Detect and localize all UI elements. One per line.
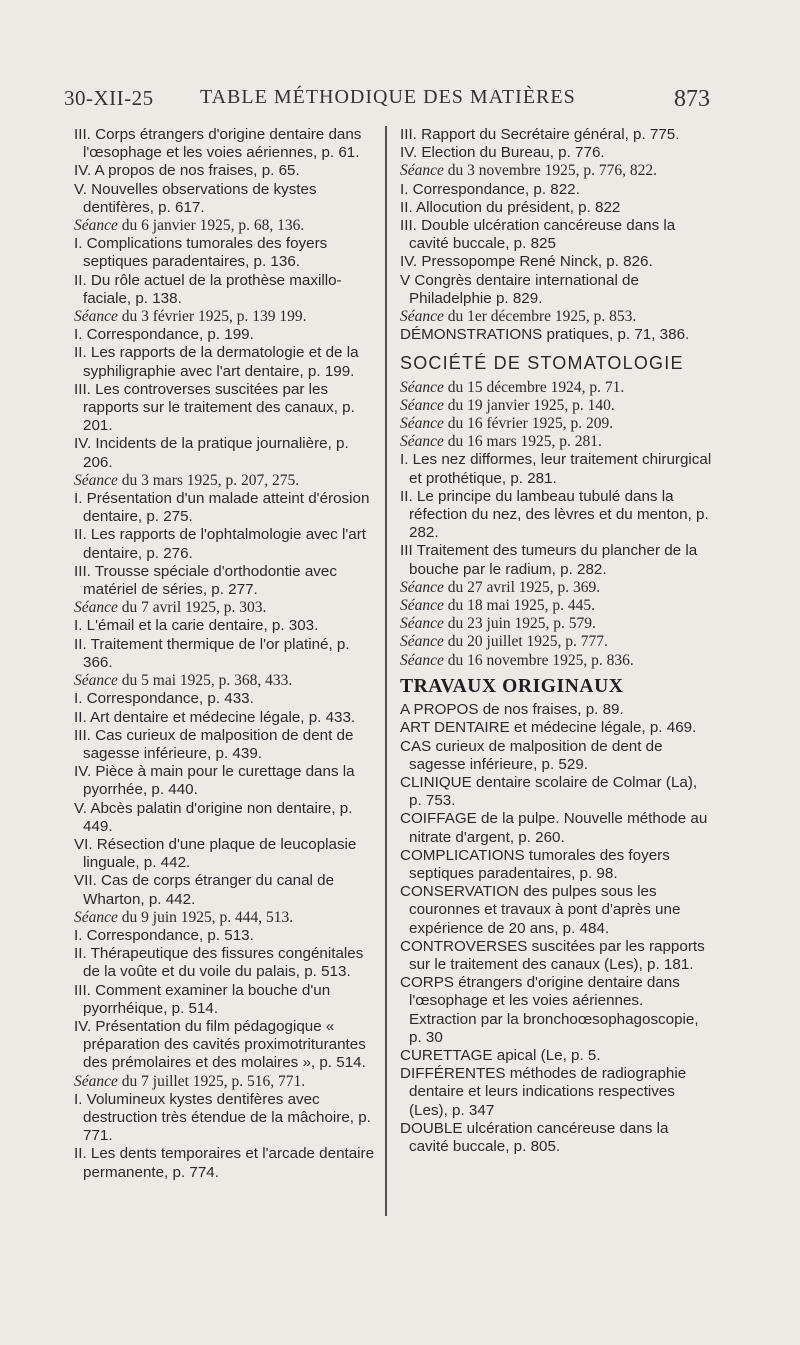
seance-entry (74, 217, 376, 235)
index-entry: V Congrès dentaire international de Philadelphie p. 829. (400, 271, 639, 307)
index-entry: CAS curieux de malposition de dent de sagesse inférieure, p. 529. (400, 737, 663, 773)
seance-label: Séance (400, 615, 444, 633)
index-entry: IV. Pièce à main pour le curettage dans la pyorrhée, p. 440. (74, 763, 355, 799)
page-number: 873 (674, 86, 710, 112)
index-entry: I. Correspondance, p. 199. (74, 326, 254, 344)
index-entry: I. Présentation d'un malade atteint d'érosion dentaire, p. 275. (74, 490, 370, 526)
index-entry: IV. Incidents de la pratique journalière, p. 206. (74, 435, 349, 471)
index-entry: COIFFAGE de la pulpe. Nouvelle méthode au nitrate d'argent, p. 260. (400, 810, 708, 846)
seance-entry (74, 672, 376, 690)
index-entry: III. Comment examiner la bouche d'un pyorrhéique, p. 514. (74, 981, 331, 1017)
section-heading: SOCIÉTÉ DE STOMATOLOGIE (400, 353, 684, 374)
index-entry: I. Correspondance, p. 822. (400, 180, 580, 198)
index-entry: DOUBLE ulcération cancéreuse dans la cavité buccale, p. 805. (400, 1119, 669, 1155)
index-entry: I. Les nez difformes, leur traitement chirurgical et prothétique, p. 281. (400, 451, 712, 487)
seance-entry (400, 308, 712, 326)
seance-text: du 6 janvier 1925, p. 68, 136. (117, 217, 305, 235)
index-entry: III. Corps étrangers d'origine dentaire dans l'œsophage et les voies aériennes, p. 61. (74, 126, 362, 162)
index-entry: III. Trousse spéciale d'orthodontie avec matériel de séries, p. 277. (74, 562, 337, 599)
seance-entry (74, 308, 376, 326)
index-entry: II. Du rôle actuel de la prothèse maxillo-faciale, p. 138. (74, 271, 342, 307)
left-column (74, 126, 376, 1182)
index-entry: I. L'émail et la carie dentaire, p. 303. (74, 617, 319, 635)
seance-label: Séance (400, 378, 444, 396)
seance-text: du 18 mai 1925, p. 445. (443, 597, 596, 615)
index-entry: I. Correspondance, p. 433. (74, 690, 254, 708)
index-entry: ART DENTAIRE et médecine légale, p. 469. (400, 719, 697, 737)
seance-text: du 15 décembre 1924, p. 71. (443, 378, 625, 396)
index-entry: CONSERVATION des pulpes sous les couronnes et travaux à pont d'après une expérience de 20 ans, p. 484. (400, 883, 681, 937)
seance-label: Séance (400, 433, 444, 451)
seance-text: du 16 février 1925, p. 209. (443, 415, 614, 433)
seance-entry (74, 909, 376, 927)
index-entry: CORPS étrangers d'origine dentaire dans l'œsophage et les voies aériennes. Extraction par la bronchoœsophagoscopie, p. 30 (400, 974, 699, 1046)
seance-text: du 3 novembre 1925, p. 776, 822. (443, 162, 657, 180)
column-divider (385, 126, 387, 1216)
index-entry: IV. A propos de nos fraises, p. 65. (74, 162, 300, 180)
seance-label: Séance (74, 1072, 118, 1090)
seance-text: du 23 juin 1925, p. 579. (443, 615, 596, 633)
seance-text: du 7 juillet 1925, p. 516, 771. (117, 1072, 306, 1090)
index-entry: V. Abcès palatin d'origine non dentaire, p. 449. (74, 799, 353, 835)
index-entry: III. Cas curieux de malposition de dent de sagesse inférieure, p. 439. (74, 726, 354, 762)
index-entry: CLINIQUE dentaire scolaire de Colmar (La), p. 753. (400, 773, 698, 810)
seance-entry (400, 415, 712, 433)
index-entry: II. Allocution du président, p. 822 (400, 198, 621, 216)
seance-text: du 19 janvier 1925, p. 140. (443, 396, 615, 414)
seance-entry (400, 597, 712, 615)
seance-label: Séance (400, 308, 444, 326)
index-entry: DIFFÉRENTES méthodes de radiographie dentaire et leurs indications respectives (Les), p. 347 (400, 1065, 687, 1119)
seance-label: Séance (74, 217, 118, 235)
seance-entry (400, 162, 712, 180)
index-entry: IV. Pressopompe René Ninck, p. 826. (400, 253, 653, 271)
index-entry: IV. Election du Bureau, p. 776. (400, 144, 605, 162)
section-heading: TRAVAUX ORIGINAUX (400, 675, 624, 697)
index-entry: DÉMONSTRATIONS pratiques, p. 71, 386. (400, 326, 690, 344)
right-column (400, 126, 712, 1156)
seance-entry (74, 472, 376, 490)
seance-text: du 20 juillet 1925, p. 777. (443, 633, 608, 651)
seance-label: Séance (400, 651, 444, 669)
seance-text: du 27 avril 1925, p. 369. (443, 578, 601, 596)
seance-label: Séance (400, 162, 444, 180)
seance-entry (74, 1073, 376, 1091)
seance-entry (400, 379, 712, 397)
seance-entry (400, 615, 712, 633)
seance-label: Séance (400, 396, 444, 414)
seance-label: Séance (74, 471, 118, 489)
seance-text: du 1er décembre 1925, p. 853. (443, 308, 637, 326)
seance-label: Séance (74, 908, 118, 926)
seance-label: Séance (74, 308, 118, 326)
index-entry: CURETTAGE apical (Le, p. 5. (400, 1046, 601, 1064)
seance-label: Séance (400, 597, 444, 615)
seance-label: Séance (400, 415, 444, 433)
index-entry: III. Rapport du Secrétaire général, p. 775. (400, 126, 680, 143)
seance-text: du 3 février 1925, p. 139 199. (117, 308, 307, 326)
index-entry: II. Traitement thermique de l'or platiné, p. 366. (74, 635, 350, 671)
index-entry: II. Les dents temporaires et l'arcade dentaire permanente, p. 774. (74, 1145, 375, 1181)
seance-entry (400, 579, 712, 597)
seance-entry (400, 433, 712, 451)
seance-text: du 7 avril 1925, p. 303. (117, 599, 267, 617)
index-entry: III. Les controverses suscitées par les rapports sur le traitement des canaux, p. 201. (74, 380, 355, 435)
index-entry: II. Le principe du lambeau tubulé dans la réfection du nez, des lèvres et du menton, p. 282. (400, 487, 709, 542)
header-date: 30-XII-25 (64, 86, 154, 110)
index-entry: I. Complications tumorales des foyers septiques paradentaires, p. 136. (74, 235, 328, 271)
seance-entry (74, 599, 376, 617)
seance-text: du 16 mars 1925, p. 281. (443, 433, 602, 451)
seance-text: du 16 novembre 1925, p. 836. (443, 651, 634, 669)
seance-entry (400, 397, 712, 415)
index-entry: I. Correspondance, p. 513. (74, 926, 254, 944)
seance-text: du 9 juin 1925, p. 444, 513. (117, 908, 294, 926)
index-entry: I. Volumineux kystes dentifères avec destruction très étendue de la mâchoire, p. 771. (74, 1090, 371, 1145)
seance-text: du 3 mars 1925, p. 207, 275. (117, 471, 300, 489)
seance-label: Séance (74, 599, 118, 617)
index-entry: IV. Présentation du film pédagogique « préparation des cavités proximotriturantes des prémolaires et des molaires », p. 514. (74, 1017, 366, 1072)
page-header (64, 86, 714, 116)
index-entry: CONTROVERSES suscitées par les rapports sur le traitement des canaux (Les), p. 181. (400, 937, 705, 973)
index-entry: II. Thérapeutique des fissures congénitales de la voûte et du voile du palais, p. 513. (74, 945, 364, 981)
index-entry: COMPLICATIONS tumorales des foyers septiques paradentaires, p. 98. (400, 846, 670, 882)
seance-text: du 5 mai 1925, p. 368, 433. (117, 672, 293, 690)
seance-label: Séance (400, 578, 444, 596)
index-entry: II. Les rapports de la dermatologie et de la syphiligraphie avec l'art dentaire, p. 199. (74, 344, 359, 380)
index-entry: III. Double ulcération cancéreuse dans la cavité buccale, p. 825 (400, 217, 676, 253)
index-entry: II. Art dentaire et médecine légale, p. 433. (74, 708, 356, 726)
index-entry: V. Nouvelles observations de kystes dentifères, p. 617. (74, 180, 317, 216)
index-entry: A PROPOS de nos fraises, p. 89. (400, 701, 624, 719)
index-entry: VI. Résection d'une plaque de leucoplasie linguale, p. 442. (74, 835, 357, 872)
seance-label: Séance (74, 672, 118, 690)
seance-entry (400, 652, 712, 670)
seance-label: Séance (400, 633, 444, 651)
header-title: TABLE MÉTHODIQUE DES MATIÈRES (200, 86, 576, 108)
index-entry: II. Les rapports de l'ophtalmologie avec l'art dentaire, p. 276. (74, 526, 366, 562)
seance-entry (400, 633, 712, 651)
index-entry: III Traitement des tumeurs du plancher de la bouche par le radium, p. 282. (400, 542, 698, 578)
index-entry: VII. Cas de corps étranger du canal de Wharton, p. 442. (74, 872, 335, 908)
